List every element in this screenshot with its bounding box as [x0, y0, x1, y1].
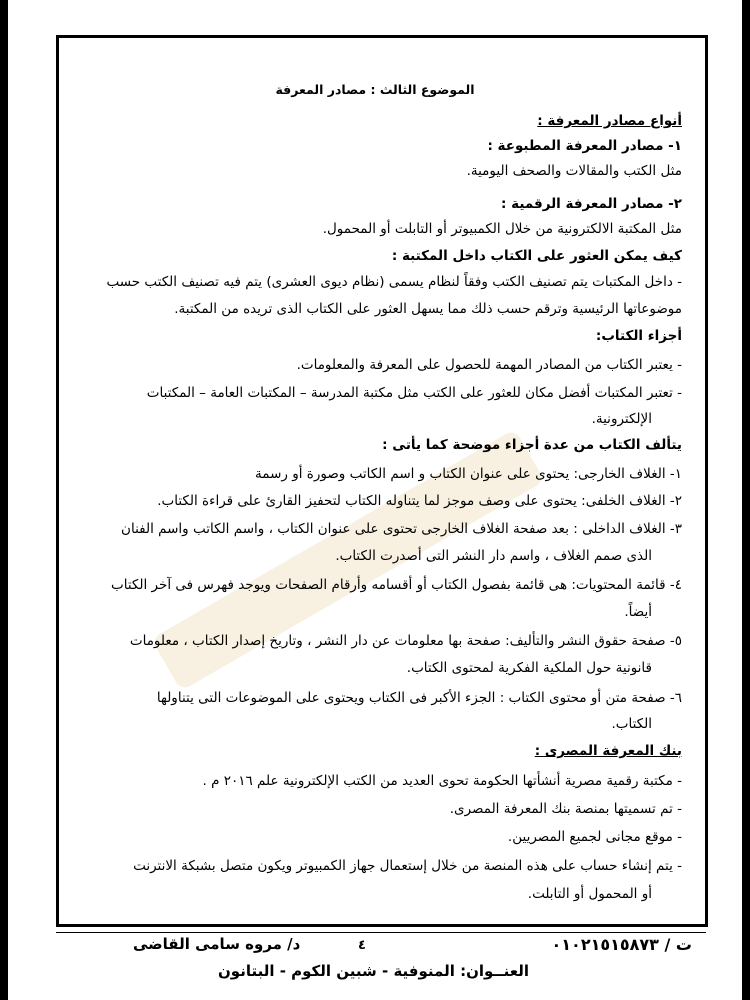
text-line: الذى صمم الغلاف ، واسم دار النشر التى أصدرت الكتاب. — [335, 548, 652, 564]
text-line: ٤- قائمة المحتويات: هى قائمة بفصول الكتاب أو أقسامه وأرقام الصفحات ويوجد فهرس فى آخر الكتاب — [111, 577, 682, 593]
text-line: أيضاً. — [624, 604, 652, 620]
text-line: - مكتبة رقمية مصرية أنشأتها الحكومة تحوى العديد من الكتب الإلكترونية علم ٢٠١٦ م . — [202, 773, 682, 789]
text-line: - تم تسميتها بمنصة بنك المعرفة المصرى. — [449, 801, 682, 817]
text-line: - داخل المكتبات يتم تصنيف الكتب وفقاً لنظام يسمى (نظام ديوى العشرى) يتم فيه تصنيف الكتب حسب — [106, 274, 682, 290]
text-line: ٦- صفحة متن أو محتوى الكتاب : الجزء الأكبر فى الكتاب ويحتوى على الموضوعات التى يتناولها — [156, 690, 682, 706]
footer-divider — [56, 932, 706, 933]
text-line: ٣- الغلاف الداخلى : بعد صفحة الغلاف الخارجى تحتوى على عنوان الكتاب ، واسم الكاتب واسم الفنان — [121, 521, 682, 537]
footer-author: د/ مروه سامى القاضى — [133, 935, 301, 953]
footer-phone: ت / ٠١٠٢١٥١٥٨٧٣ — [551, 935, 692, 954]
text-line: قانونية حول الملكية الفكرية لمحتوى الكتاب. — [406, 660, 652, 676]
text-line: مثل الكتب والمقالات والصحف اليومية. — [466, 163, 682, 179]
text-line: أجزاء الكتاب: — [595, 328, 682, 344]
text-line: الكتاب. — [611, 716, 652, 732]
text-line: ٥- صفحة حقوق النشر والتأليف: صفحة بها معلومات عن دار النشر ، وتاريخ إصدار الكتاب ، معلومات — [129, 633, 682, 649]
text-line: الإلكترونية. — [591, 411, 652, 427]
text-line: ٢- الغلاف الخلفى: يحتوى على وصف موجز لما يتناوله الكتاب لتحفيز القارئ على قراءة الكتاب. — [157, 493, 682, 509]
text-line: - تعتبر المكتبات أفضل مكان للعثور على الكتب مثل مكتبة المدرسة – المكتبات العامة – المكتبات — [146, 385, 682, 401]
text-line: - يعتبر الكتاب من المصادر المهمة للحصول على المعرفة والمعلومات. — [296, 357, 682, 373]
text-line: ٢- مصادر المعرفة الرقمية : — [501, 196, 682, 212]
page-number: ٤ — [358, 938, 366, 953]
text-line: - يتم إنشاء حساب على هذه المنصة من خلال إستعمال جهاز الكمبيوتر ويكون متصل بشبكة الانترنت — [133, 858, 682, 874]
page-title: الموضوع الثالث : مصادر المعرفة — [275, 82, 475, 97]
text-line: كيف يمكن العثور على الكتاب داخل المكتبة : — [391, 248, 682, 264]
text-line: موضوعاتها الرئيسية وترقم حسب ذلك مما يسهل العثور على الكتاب الذى تريده من المكتبة. — [174, 301, 682, 317]
text-line: مثل المكتبة الالكترونية من خلال الكمبيوتر أو التابلت أو المحمول. — [322, 221, 682, 237]
text-line: أو المحمول أو التابلت. — [527, 886, 652, 902]
footer-address: العنــوان: المنوفية - شبين الكوم - البتانون — [218, 962, 530, 980]
text-line: ١- مصادر المعرفة المطبوعة : — [487, 138, 682, 154]
text-line: يتألف الكتاب من عدة أجزاء موضحة كما يأتى : — [382, 437, 682, 453]
text-line: بنك المعرفة المصرى : — [534, 743, 682, 759]
text-line: ١- الغلاف الخارجى: يحتوى على عنوان الكتاب و اسم الكاتب وصورة أو رسمة — [255, 466, 682, 482]
document-page — [8, 0, 742, 1000]
text-line: أنواع مصادر المعرفة : — [537, 113, 682, 129]
text-line: - موقع مجانى لجميع المصريين. — [507, 829, 682, 845]
